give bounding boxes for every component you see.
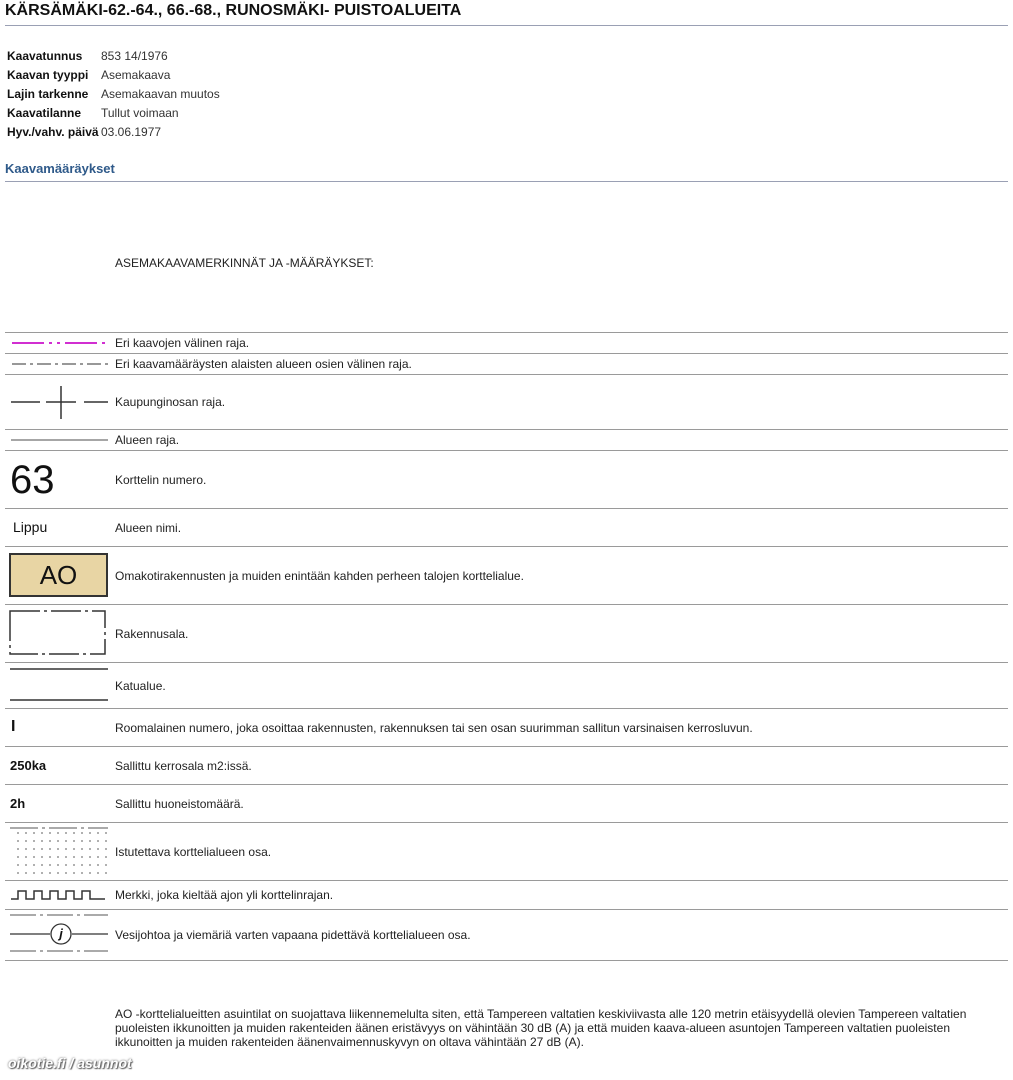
legend-text: Alueen nimi.: [115, 520, 182, 535]
legend-text: Roomalainen numero, joka osoittaa rakennusten, rakennuksen tai sen osan suurimman sallitun varsinaisen kerrosluvun.: [115, 720, 753, 735]
legend-text: Korttelin numero.: [115, 472, 207, 487]
ao-box-symbol: [8, 547, 110, 604]
legend-text: Merkki, joka kieltää ajon yli korttelinrajan.: [115, 888, 334, 902]
section-divider: [5, 181, 1008, 182]
page-title: KÄRSÄMÄKI-62.-64., 66.-68., RUNOSMÄKI- PUISTOALUEITA: [5, 2, 462, 19]
meta-label: Kaavan tyyppi: [7, 67, 89, 82]
roman-numeral-symbol: [8, 709, 110, 746]
meta-label: Kaavatilanne: [7, 105, 82, 120]
no-drive-sign-symbol: [8, 881, 110, 909]
meta-value: 853 14/1976: [101, 48, 168, 63]
legend-text: Eri kaavamääräysten alaisten alueen osien välinen raja.: [115, 357, 412, 371]
watermark: oikotie.fi / asunnot: [8, 1055, 132, 1071]
legend-row: [5, 747, 1008, 785]
block-number-label: 63: [10, 458, 55, 502]
legend-text: Istutettava korttelialueen osa.: [115, 844, 272, 859]
utility-line-symbol: [8, 910, 110, 960]
area-name-label: Lippu: [13, 519, 48, 535]
legend-text: Alueen raja.: [115, 433, 180, 447]
meta-value: Tullut voimaan: [101, 105, 179, 120]
legend-row: [5, 785, 1008, 823]
meta-label: Hyv./vahv. päivä: [7, 124, 99, 139]
legend-row: [5, 509, 1008, 547]
legend-row: [5, 547, 1008, 605]
meta-row-kaavatunnus: [7, 46, 220, 65]
meta-value: 03.06.1977: [101, 124, 162, 139]
title-divider: [5, 25, 1008, 26]
legend-heading: ASEMAKAAVAMERKINNÄT JA -MÄÄRÄYKSET:: [115, 256, 374, 270]
legend-text: Kaupunginosan raja.: [115, 395, 226, 409]
legend-row: [5, 354, 1008, 375]
legend-row: [5, 451, 1008, 509]
apartments-label: 2h: [10, 796, 26, 811]
noise-regulation-note: AO -korttelialueitten asuintilat on suojattava liikennemelulta siten, että Tampereen valtatien keskiviivasta alle 120 metrin etäisyydellä olevien Tampereen valtatien puoleisten ikkunoitten ja muiden rakenteiden äänen eristävyys on vähintään 30 dB (A) ja että muiden kaava-alueen asuntojen Tampereen valtatien puoleisten ikkunoitten ja muiden rakenteiden äänenvaimennuskyvyn on oltava vähintään 27 dB (A).: [115, 1007, 967, 1049]
ao-box-label: AO: [39, 559, 78, 590]
legend-text: Sallittu huoneistomäärä.: [115, 796, 244, 811]
meta-row-hyv-paiva: [7, 122, 220, 141]
floor-area-label: 250ka: [10, 758, 47, 773]
utility-line-label: j: [59, 926, 63, 941]
floor-area-symbol: [8, 747, 110, 784]
section-title: Kaavamääräykset: [5, 161, 115, 176]
legend-row: [5, 430, 1008, 451]
meta-row-kaavatilanne: [7, 103, 220, 122]
legend-text: Omakotirakennusten ja muiden enintään kahden perheen talojen korttelialue.: [115, 568, 524, 583]
dash-dot-grey-symbol: [8, 354, 110, 374]
street-lines-symbol: [8, 663, 110, 708]
legend-text: Katualue.: [115, 678, 166, 693]
meta-row-lajin-tarkenne: [7, 84, 220, 103]
meta-row-kaavan-tyyppi: [7, 65, 220, 84]
legend-row: [5, 605, 1008, 663]
legend-table: [5, 332, 1008, 961]
plan-metadata: [7, 46, 220, 141]
meta-label: Kaavatunnus: [7, 48, 83, 63]
roman-numeral-label: I: [11, 718, 16, 735]
legend-row: [5, 663, 1008, 709]
area-name-symbol: [8, 509, 110, 546]
dash-dot-magenta-symbol: [8, 333, 110, 353]
meta-value: Asemakaavan muutos: [101, 86, 220, 101]
legend-row: [5, 881, 1008, 910]
legend-text: Rakennusala.: [115, 626, 189, 641]
block-number-symbol: [8, 451, 110, 508]
dotted-area-symbol: [8, 823, 110, 880]
legend-row: [5, 375, 1008, 430]
solid-line-symbol: [8, 430, 110, 450]
building-area-symbol: [8, 605, 110, 662]
legend-row: [5, 910, 1008, 961]
legend-text: Eri kaavojen välinen raja.: [115, 336, 250, 350]
meta-value: Asemakaava: [101, 67, 171, 82]
legend-text: Sallittu kerrosala m2:issä.: [115, 758, 252, 773]
legend-text: Vesijohtoa ja viemäriä varten vapaana pidettävä korttelialueen osa.: [115, 928, 471, 942]
legend-row: [5, 823, 1008, 881]
cross-line-symbol: [8, 375, 110, 429]
meta-label: Lajin tarkenne: [7, 86, 89, 101]
legend-row: [5, 333, 1008, 354]
apartments-symbol: [8, 785, 110, 822]
ao-box: [9, 553, 108, 597]
legend-row: [5, 709, 1008, 747]
